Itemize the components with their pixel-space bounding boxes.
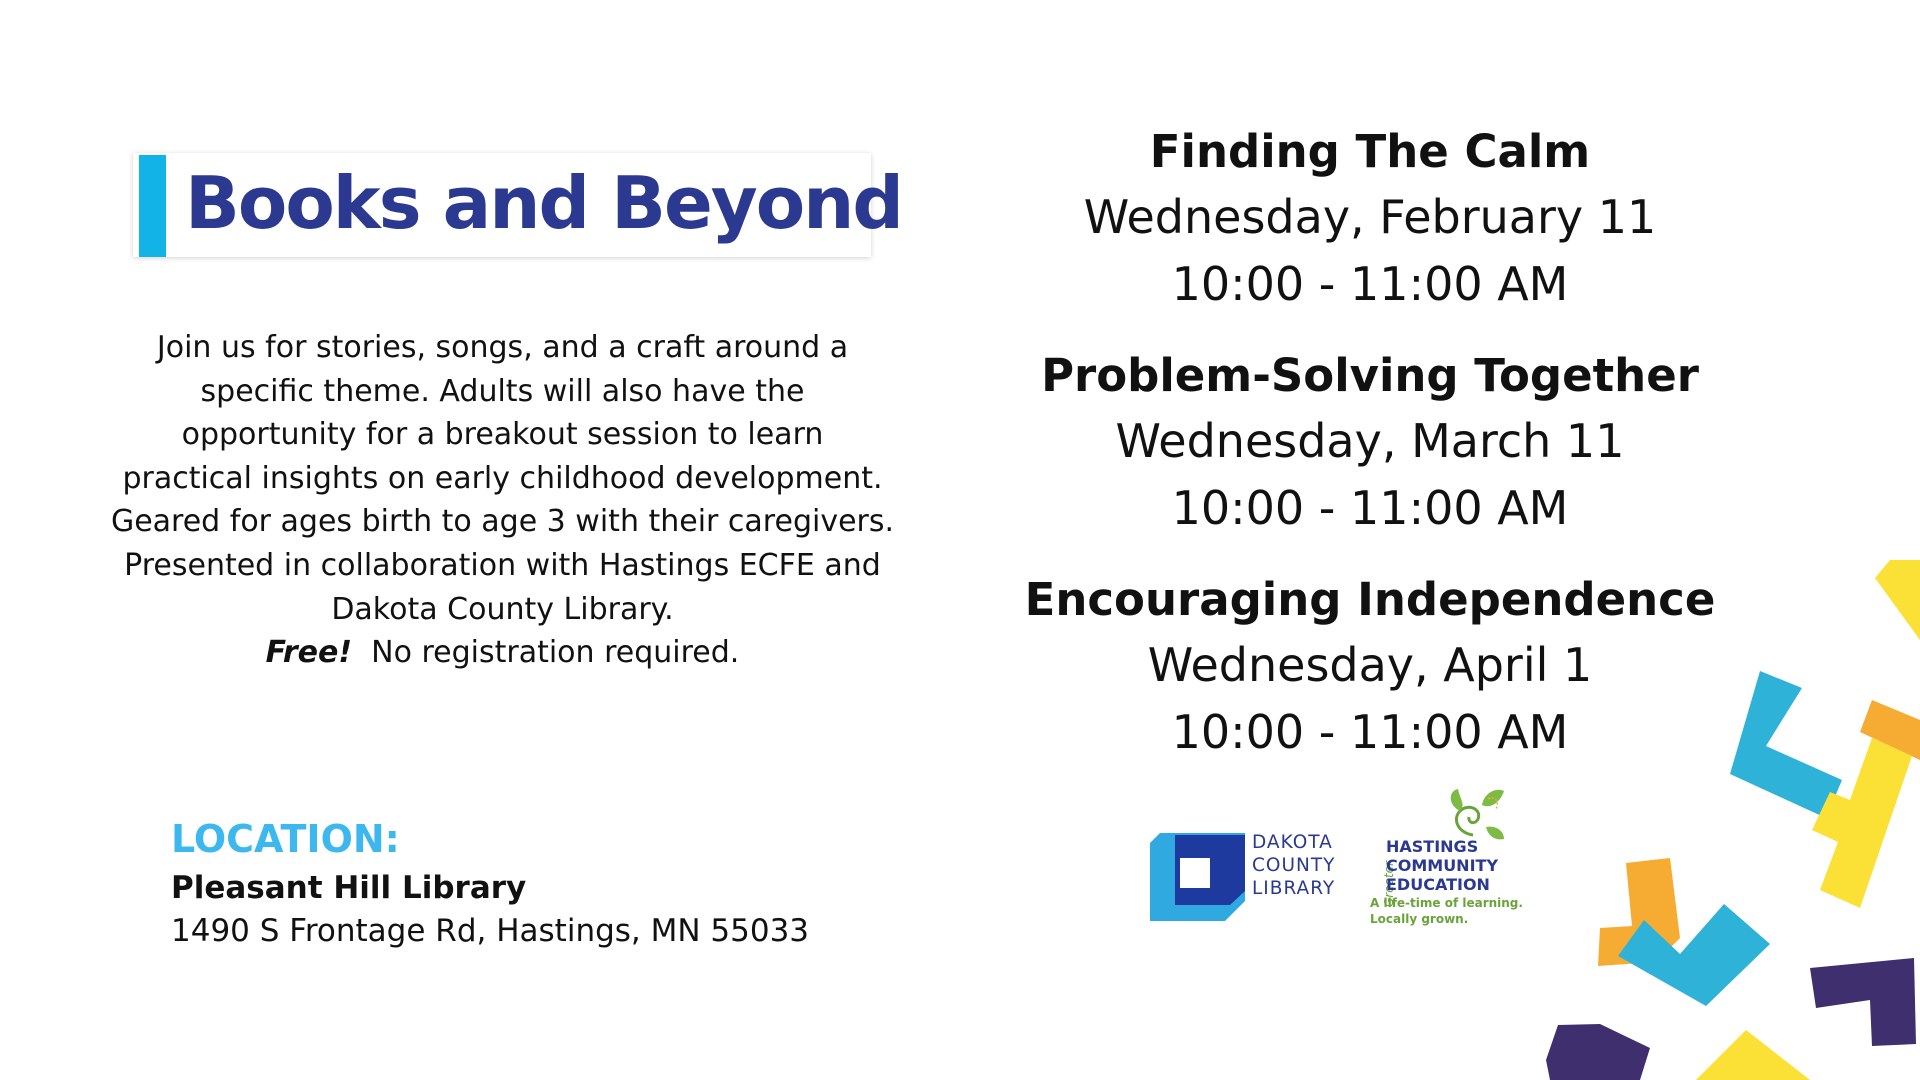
confetti-shape-yellow-top [1875, 560, 1920, 640]
session-time: 10:00 - 11:00 AM [1171, 705, 1569, 759]
description-line: Presented in collaboration with Hastings ECFE and [124, 547, 881, 583]
description-line: Geared for ages birth to age 3 with their caregivers. [110, 504, 895, 540]
session-date: Wednesday, February 11 [1083, 190, 1657, 244]
hce-line: EDUCATION [1386, 875, 1490, 894]
dcl-line: COUNTY [1252, 855, 1336, 876]
hce-line: COMMUNITY [1386, 856, 1499, 875]
title-banner [133, 153, 902, 257]
location-heading: LOCATION: [171, 817, 400, 861]
registration-note: No registration required. [371, 635, 740, 671]
description-line: Join us for stories, songs, and a craft around a [156, 330, 849, 365]
session-date: Wednesday, April 1 [1147, 638, 1593, 692]
confetti-shape-blue-chevron [1730, 671, 1842, 818]
confetti-shape-yellow-chevron [1812, 738, 1912, 908]
description-line: specific theme. Adults will also have the [200, 373, 805, 409]
session-time: 10:00 - 11:00 AM [1171, 481, 1569, 535]
dakota-county-library-logo-icon [1150, 833, 1245, 921]
hce-tagline-line: A life-time of learning. [1370, 896, 1523, 910]
hce-line: HASTINGS [1386, 837, 1479, 856]
dakota-county-library-wordmark [1252, 831, 1335, 900]
description-free-line [85, 631, 920, 675]
title-accent-bar [139, 155, 166, 257]
description-line: opportunity for a breakout session to learn [181, 417, 824, 453]
session-item [1020, 344, 1720, 542]
session-date: Wednesday, March 11 [1115, 414, 1625, 468]
hce-greater-label: Greater [1382, 861, 1396, 907]
session-item [1020, 120, 1720, 318]
location-name: Pleasant Hill Library [171, 870, 527, 906]
session-title: Encouraging Independence [1024, 573, 1716, 626]
dcl-line: DAKOTA [1252, 832, 1333, 853]
confetti-shape-purple-bottom [1546, 1024, 1650, 1080]
event-description [85, 326, 920, 675]
description-line: Dakota County Library. [331, 591, 674, 627]
free-label: Free! [265, 635, 353, 671]
confetti-decoration [1520, 560, 1920, 1080]
page-title: Books and Beyond [185, 161, 902, 245]
session-title: Finding The Calm [1149, 125, 1591, 178]
session-title: Problem-Solving Together [1041, 349, 1699, 402]
hastings-community-education-wordmark [1386, 837, 1498, 894]
hce-tagline-line: Locally grown. [1370, 912, 1469, 926]
leaf-swirl-icon [1438, 775, 1508, 845]
confetti-shape-yellow-bottom [1696, 1030, 1810, 1080]
partner-logos [1150, 775, 1530, 945]
dcl-line: LIBRARY [1252, 878, 1336, 899]
confetti-shape-purple-chevron [1810, 958, 1916, 1046]
description-line: practical insights on early childhood development. [122, 460, 883, 496]
hce-tagline [1370, 895, 1523, 927]
location-address: 1490 S Frontage Rd, Hastings, MN 55033 [171, 913, 810, 949]
session-time: 10:00 - 11:00 AM [1171, 257, 1569, 311]
